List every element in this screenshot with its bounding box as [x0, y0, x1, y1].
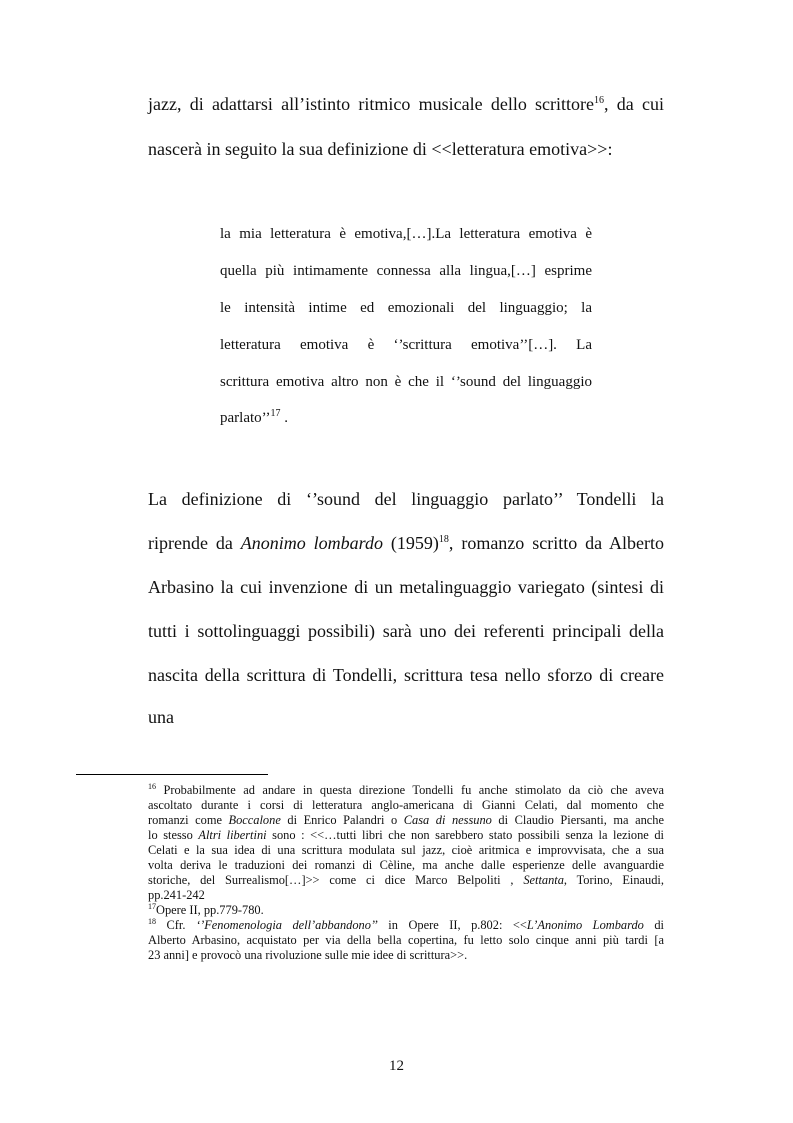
footnote-ref-17[interactable]: 17 [270, 408, 281, 419]
paragraph-2-line-1: La definizione di ‘’sound del linguaggio parlato’’ Tondelli la [148, 489, 664, 509]
paragraph-2-line-5: nascita della scrittura di Tondelli, scrittura tesa nello sforzo di creare [148, 665, 664, 685]
book-title-anonimo-lombardo: Anonimo lombardo [240, 533, 384, 553]
quote-line-5: scrittura emotiva altro non è che il ‘’sound del linguaggio [220, 374, 592, 390]
quote-line-2: quella più intimamente connessa alla lingua,[…] esprime [220, 263, 592, 279]
paragraph-2-line-2: riprende da Anonimo lombardo $(1959)^{18}$, romanzo scritto da Alberto [148, 533, 664, 553]
quote-line-1: la mia letteratura è emotiva,[…].La letteratura emotiva è [220, 226, 592, 242]
footnote-16-line-8: pp.241-242 [148, 888, 205, 902]
footnote-ref-18[interactable]: 18 [438, 534, 449, 545]
quote-line-3: le intensità intime ed emozionali del linguaggio; la [220, 300, 592, 316]
quote-line-4: letteratura emotiva è ‘’scrittura emotiva’’[…]. La [220, 337, 592, 353]
paragraph-2-line-3: Arbasino la cui invenzione di un metalinguaggio variegato (sintesi di [148, 577, 664, 597]
paragraph-1-line-2: nascerà in seguito la sua definizione di <<letteratura emotiva>>: [148, 139, 613, 159]
footnote-18-number: 18 [148, 916, 156, 926]
paragraph-1-line-1: jazz, di adattarsi all’istinto ritmico musicale dello scrittore$^{16}$, da cui [148, 94, 664, 114]
footnote-17-number: 17 [148, 901, 156, 911]
footnote-16-line-5: Celati e la sua idea di una scrittura modulata sul jazz, cioè aritmica e improvvisata, che a sua [148, 843, 664, 857]
footnote-17: $^{17}$Opere II, pp.779-780. [148, 901, 264, 917]
footnote-18-line-2: Alberto Arbasino, acquistato per via della bella copertina, fu letto solo cinque anni più tardi [a [148, 933, 664, 947]
paragraph-2-line-4: tutti i sottolinguaggi possibili) sarà uno dei referenti principali della [148, 621, 664, 641]
footnote-separator [76, 774, 268, 775]
footnote-16-line-6: volta deriva le traduzioni dei romanzi di Cèline, ma anche dalle esperienze delle avanguardie [148, 858, 664, 872]
footnote-16-line-1: $^{16}$ Probabilmente ad andare in questa direzione Tondelli fu anche stimolato da ciò che aveva [148, 781, 664, 797]
footnote-16-line-4: lo stesso Altri libertini sono : <<…tutti libri che non sarebbero stato possibili senza la lezione di [148, 828, 664, 842]
quote-line-6: parlato’’$^{17}$ . [220, 408, 289, 426]
footnote-16-line-7: storiche, del Surrealismo[…]>> come ci dice Marco Belpoliti , Settanta, Torino, Einaudi, [148, 873, 664, 887]
footnote-ref-16[interactable]: 16 [594, 95, 605, 106]
footnote-16-number: 16 [148, 781, 156, 791]
page-number: 12 [389, 1058, 404, 1074]
footnote-16-line-2: ascoltato durante i corsi di letteratura anglo-americana di Gianni Celati, dal momento che [148, 798, 664, 812]
paragraph-2-line-6: una [148, 707, 174, 727]
footnote-18-line-3: 23 anni] e provocò una rivoluzione sulle mie idee di scrittura>>. [148, 948, 468, 962]
footnote-18-line-1: $^{18}$ Cfr. ‘’Fenomenologia dell’abbandono’’ in Opere II, p.802: <<L’Anonimo Lombardo di [148, 916, 664, 932]
footnote-16-line-3: romanzi come Boccalone di Enrico Palandri o Casa di nessuno di Claudio Piersanti, ma anche [148, 813, 664, 827]
